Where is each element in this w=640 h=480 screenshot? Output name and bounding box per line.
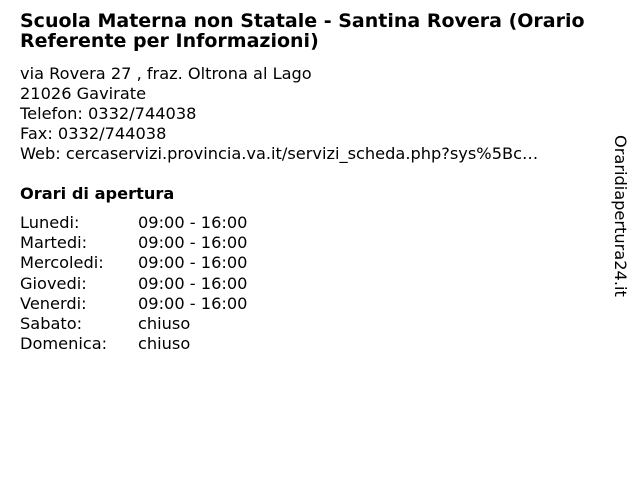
city: 21026 Gavirate: [20, 84, 147, 103]
hours-heading: Orari di apertura: [20, 184, 175, 203]
website-link: Web: cercaservizi.provincia.va.it/servizi_scheda.php?sys%5Bc…: [20, 144, 539, 163]
time-value: 09:00 - 16:00: [138, 273, 248, 293]
address-block: [20, 64, 538, 164]
time-value: 09:00 - 16:00: [138, 213, 248, 232]
street-address: via Rovera 27 , fraz. Oltrona al Lago: [20, 64, 312, 83]
day-label: Martedi:: [20, 233, 88, 253]
day-label: Venerdi:: [20, 293, 87, 313]
phone-number: Telefon: 0332/744038: [20, 104, 197, 123]
site-brand-watermark: Oraridiapertura24.it: [611, 135, 630, 297]
time-value: chiuso: [138, 334, 191, 354]
day-label: Giovedi:: [20, 273, 87, 293]
time-value: chiuso: [138, 313, 191, 333]
day-label: Domenica:: [20, 334, 108, 354]
day-label: Sabato:: [20, 313, 83, 333]
day-label: Mercoledi:: [20, 253, 104, 273]
time-value: 09:00 - 16:00: [138, 293, 248, 313]
time-value: 09:00 - 16:00: [138, 233, 248, 253]
fax-number: Fax: 0332/744038: [20, 124, 167, 143]
page-title: Scuola Materna non Statale - Santina Rovera (Orario Referente per Informazioni): [20, 10, 585, 52]
day-label: Lunedi:: [20, 213, 80, 232]
time-value: 09:00 - 16:00: [138, 253, 248, 273]
